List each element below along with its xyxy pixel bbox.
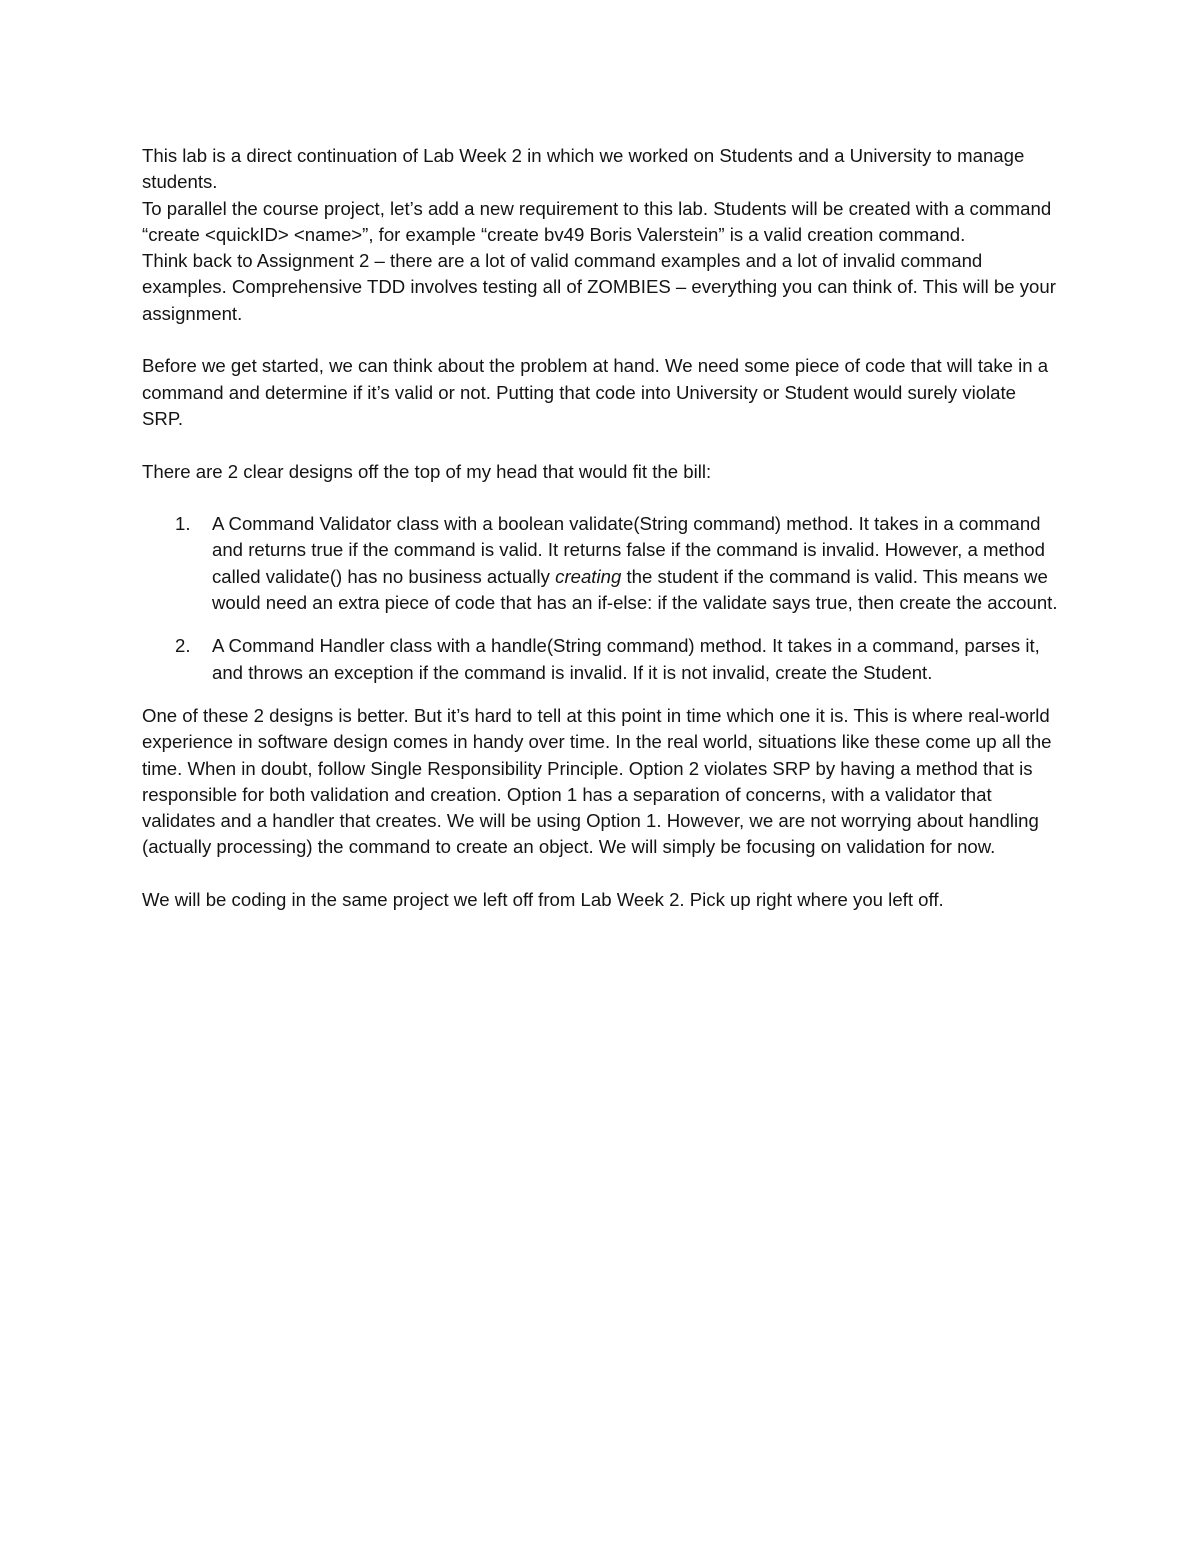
designs-intro-paragraph: There are 2 clear designs off the top of my head that would fit the bill: [142, 460, 712, 482]
intro-paragraph-3: Think back to Assignment 2 – there are a lot of valid command examples and a lot of invalid command examples. Comprehensive TDD involves testing all of ZOMBIES – everything you can think of. This will be your assignment. [142, 250, 1056, 324]
design-number-1: 1. [175, 513, 191, 535]
design-1-text-after: the student if the command is valid. This means we would need an extra piece of code that has an if-else: if the validate says true, then create the account. [212, 565, 1058, 614]
closing-paragraph: We will be coding in the same project we left off from Lab Week 2. Pick up right where you left off. [142, 889, 944, 911]
document-body [142, 143, 1062, 913]
design-2-text: A Command Handler class with a handle(String command) method. It takes in a command, parses it, and throws an exception if the command is invalid. If it is not invalid, create the Student. [212, 635, 1040, 683]
design-number-2: 2. [175, 635, 191, 657]
design-item-1 [142, 511, 1062, 616]
design-1-emphasis: creating [555, 565, 622, 587]
intro-paragraph-2: To parallel the course project, let’s add a new requirement to this lab. Students will be created with a command “create <quickID> <name>”, for example “create bv49 Boris Valerstein” is a valid creation command. [142, 197, 1052, 245]
designs-list [142, 511, 1062, 686]
intro-paragraph-1: This lab is a direct continuation of Lab Week 2 in which we worked on Students and a University to manage students. [142, 145, 1025, 193]
design-1-text-before: A Command Validator class with a boolean validate(String command) method. It takes in a command and returns true if the command is valid. It returns false if the command is invalid. However, a method called validate() has no business actually [212, 513, 1045, 587]
design-item-2 [142, 633, 1062, 686]
conclusion-paragraph: One of these 2 designs is better. But it’s hard to tell at this point in time which one it is. This is where real-world experience in software design comes in handy over time. In the real world, situations like these come up all the time. When in doubt, follow Single Responsibility Principle. Option 2 violates SRP by having a method that is responsible for both validation and creation. Option 1 has a separation of concerns, with a validator that validates and a handler that creates. We will be using Option 1. However, we are not worrying about handling (actually processing) the command to create an object. We will simply be focusing on validation for now. [142, 704, 1052, 858]
problem-paragraph: Before we get started, we can think about the problem at hand. We need some piece of code that will take in a command and determine if it’s valid or not. Putting that code into University or Student would surely violate SRP. [142, 355, 1049, 429]
